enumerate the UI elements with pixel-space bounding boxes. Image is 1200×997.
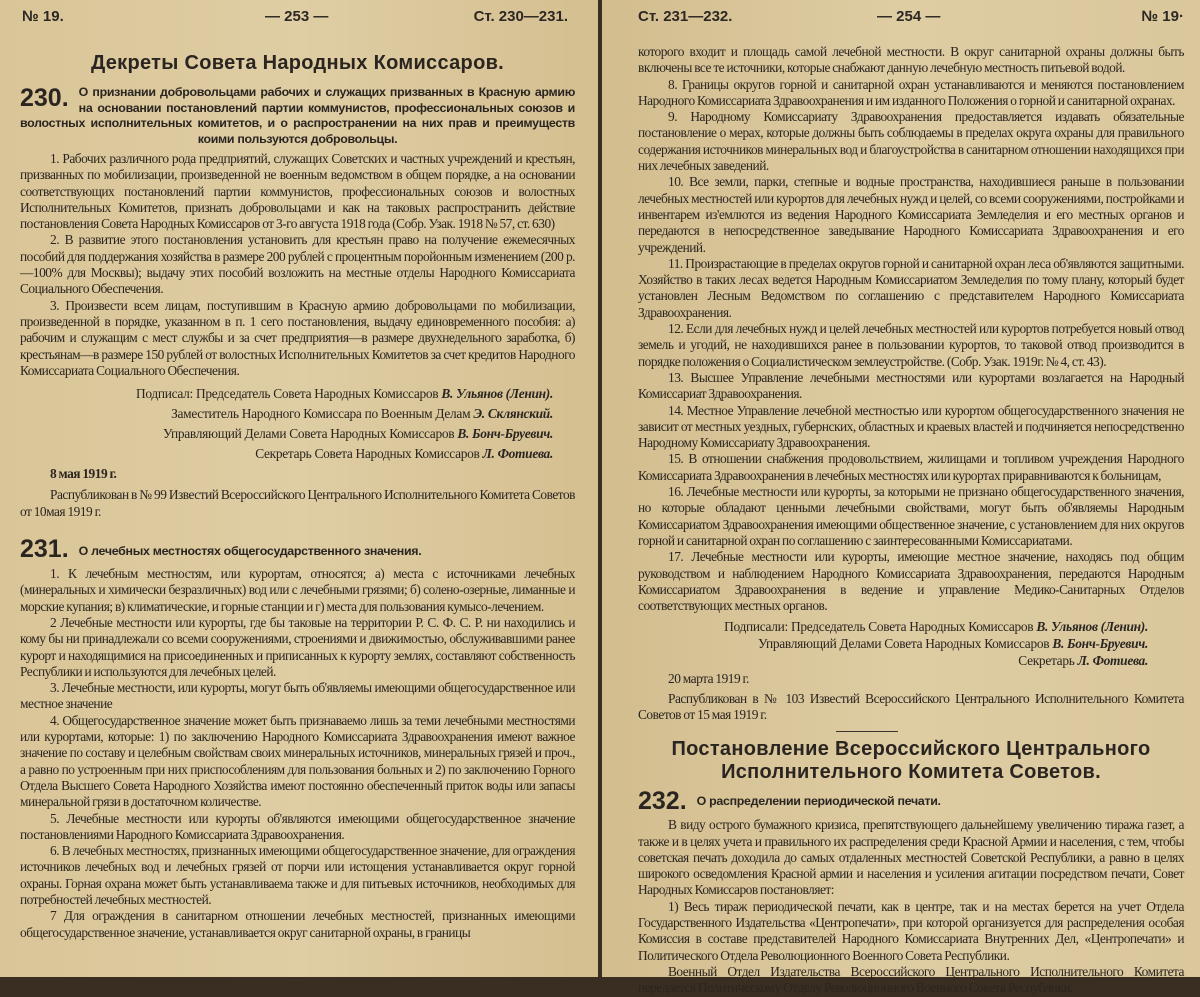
signature: Управляющий Делами Совета Народных Комиссаров В. Бонч-Бруевич. [758,636,1148,652]
left-page [0,0,598,977]
paragraph: 7 Для ограждения в санитарном отношении лечебных местностей, признанных имеющими общегосударственное значение, устанавливается округ санитарной охраны, в границы [20,908,575,940]
signature: Секретарь Совета Народных Комиссаров Л. Фотиева. [255,446,553,462]
signature: Управляющий Делами Совета Народных Комиссаров В. Бонч-Бруевич. [163,426,553,442]
publication-note: Распубликован в № 103 Известий Всероссийского Центрального Исполнительного Комитета Советов от 15 мая 1919 г. [638,690,1184,722]
paragraph: 9. Народному Комиссариату Здравоохранения предоставляется издавать обязательные постановление о мерах, которые должны быть соблюдаемы в пределах округа охраны для правильного содержания источников минеральных вод и благоустройства в санитарном отношении находящихся при них лечебных заведений. [638,109,1184,174]
decree-232 [638,788,1184,996]
signature: Секретарь Л. Фотиева. [1018,653,1148,669]
paragraph: 11. Произрастающие в пределах округов горной и санитарной охран леса об'являются защитными. Хозяйство в таких лесах ведется Народным Комиссариатом Земледелия по тому плану, который будет установлен Лесным Ведомством по соглашению с представителем Народного Комиссариата Здравоохранения. [638,255,1184,320]
signature: Подписал: Председатель Совета Народных Комиссаров В. Ульянов (Ленин). [135,386,553,402]
paragraph: 6. В лечебных местностях, признанных имеющими общегосударственное значение, для ограждения источников лечебных вод и лечебных грязей от порчи или истощения устанавливается округ горной охраны. Горная охрана может быть устанавливаема также и для питьевых источников, необходимых для потребностей лечебных местностей. [20,843,575,907]
decree-heading: О лечебных местностях общегосударственного значения. [78,544,422,559]
decree-heading: О признании добровольцами рабочих и служащих призванных в Красную армию на основании постановлений партии коммунистов, профессиональных союзов и волостных исполнительных комитетов, и о распространении на них прав и преимуществ коими пользуются добровольцы. [20,85,575,146]
decree-number: 232. [638,787,687,816]
decree-number: 231. [20,535,69,564]
paragraph: 2 Лечебные местности или курорты, где бы таковые на территории Р. С. Ф. С. Р. ни находились и кому бы ни принадлежали со всеми сооружениями, строениями и движимостью, обслуживавшими ранее курорт и находящимися на присоединенных и приписанных к курорту землях, составляют собственность Республики и используются для лечебных целей. [20,614,575,679]
publication-note: Распубликован в № 99 Известий Всероссийского Центрального Исполнительного Комитета Советов от 10мая 1919 г. [20,487,575,519]
issue-number: № 19. [22,8,64,25]
paragraph: 3. Лечебные местности, или курорты, могут быть об'являемы имеющими общегосударственное или местное значение [20,680,575,712]
decree-heading: О распределении периодической печати. [696,794,941,809]
paragraph: которого входит и площадь самой лечебной местности. В округ санитарной охраны должны быть включены все те источники, которые снабжают данную лечебную местность питьевой водой. [638,44,1184,76]
articles-range: Ст. 231—232. [638,8,733,25]
paragraph: 3. Произвести всем лицам, поступившим в Красную армию добровольцами по мобилизации, произведенной в порядке, указанном в п. 1 сего постановления, выдачу единовременного пособия: а) рабочим и служащим с мест службы и за счет предприятия—в размере двухнедельного заработка, б) крестьянам—в размере 150 рублей от волостных Исполнительных Комитетов за счет кредитов Народного Комиссариата Социального Обеспечения. [20,297,575,378]
paragraph: 15. В отношении снабжения продовольствием, жилищами и топливом учреждения Народного Комиссариата Здравоохранения в лечебных местностях или курортах приравниваются к больницам, [638,451,1184,483]
paragraph: 16. Лечебные местности или курорты, за которыми не признано общегосударственного значения, но которые обладают ценными лечебными свойствами, могут быть об'являемы Народным Комиссариатом Здравоохранения имеющими общественное значение, с установлением для них округов горной и санитарной охран по соглашению с заинтересованными Комиссариатами. [638,484,1184,548]
paragraph: В виду острого бумажного кризиса, препятствующего дальнейшему увеличению тиража газет, а также и в целях учета и правильного их распределения среди Красной Армии и населения, с тем, чтобы советская печать доходила до самых отдаленных местностей Советской Республики, а равно в целях широкого осведомления Красной армии и населения и усиления агитации посредством печати, Совет Народных Комиссаров постановляет: [638,817,1184,898]
page-header [20,8,575,30]
decree-date: 20 марта 1919 г. [668,671,749,687]
paragraph: 1) Весь тираж периодической печати, как в центре, так и на местах берется на учет Отдела Государственного Издательства «Центропечати», при которой организуется для распределения особая Комиссия в составе представителей Народного Комиссариата Внутренних Дел, «Центропечати» и Политического Отдела Революционного Военного Совета Республики. [638,898,1184,963]
paragraph: Военный Отдел Издательства Всероссийского Центрального Исполнительного Комитета передается Политическому Отделу Революционного Военного Совета Республики. [638,963,1184,996]
section-title: Постановление Всероссийского Центрального Исполнительного Комитета Советов. [671,738,1151,784]
paragraph: 17. Лечебные местности или курорты, имеющие местное значение, находясь под общим руководством и наблюдением Народного Комиссариата Здравоохранения, передаются Народным Комиссариатом Здравоохранения в ведение и управление Медико-Санитарных Отделов соответствующих местных органов. [638,549,1184,614]
paragraph: 2. В развитие этого постановления установить для крестьян право на получение ежемесячных пособий для поддержания хозяйства в размере 200 рублей с процентным поройонным изменением (200 р.—100% для Москвы); выдачу этих пособий возложить на местные отделы Народного Комиссариата Социального Обеспечения. [20,232,575,297]
paragraph: 1. К лечебным местностям, или курортам, относятся; а) места с источниками лечебных (минеральных и химически безразличных) вод или с лечебными грязями; б) солено-озерные, лиманные и морские купания; в) климатические, и горные станции и г) места для пользования кумысо-лечением. [20,566,575,614]
paragraph: 13. Высшее Управление лечебными местностями или курортами возлагается на Народный Комиссариат Здравоохранения. [638,369,1184,402]
signature: Подписали: Председатель Совета Народных Комиссаров В. Ульянов (Ленин). [724,619,1148,635]
decree-date: 8 мая 1919 г. [50,466,117,482]
paragraph: 4. Общегосударственное значение может быть признаваемо лишь за теми лечебными местностями или курортами, которые: 1) по заключению Народного Комиссариата Здравоохранения имеют важное значение по составу и целебным свойствам своих минеральных источников, минеральных грязей и проч., а равно по устроенным при них приспособлениям для пользования больных и 2) по заключению Горного Отдела Высшего Совета Народного Хозяйства имеют постоянно обеспеченный приток воды или запасы минеральной грязи в достаточном количестве. [20,712,575,810]
decree-230 [20,85,575,520]
paragraph: 12. Если для лечебных нужд и целей лечебных местностей или курортов потребуется новый отвод земель и угодий, не находившихся ранее в пользовании курортов, то таковой отвод производится в порядке положения о Социалистическом землеустройстве. (Собр. Узак. 1919г. № 4, ст. 43). [638,321,1184,369]
paragraph: 8. Границы округов горной и санитарной охран устанавливаются и меняются постановлением Народного Комиссариата Здравоохранения и им изданного Положения о горной и санитарной охранах. [638,76,1184,108]
decree-231 [20,536,575,941]
decree-number: 230. [20,84,69,112]
page-header [638,8,1184,30]
page-number: — 253 — [265,8,329,25]
page-number: — 254 — [877,8,941,25]
paragraph: 10. Все земли, парки, степные и водные пространства, находившиеся раньше в пользовании лечебных местностей или курортов для лечебных нужд и целей, со всеми сооружениями, постройками и инвентарем из'емлются из ведения Народного Комиссариата Земледелия и его местных органов и передаются в непосредственное заведывание Народного Комиссариата Здравоохранения и его учреждений. [638,174,1184,255]
decree-231-continuation [638,44,1184,723]
paragraph: 5. Лечебные местности или курорты об'являются имеющими общегосударственное значение постановлениями Народного Комиссариата Здравоохранения. [20,810,575,842]
section-divider [836,731,898,732]
section-title: Декреты Совета Народных Комиссаров. [90,52,505,74]
signature: Заместитель Народного Комиссара по Военным Делам Э. Склянский. [171,406,553,422]
issue-number: № 19· [1141,8,1184,25]
articles-range: Ст. 230—231. [473,8,568,25]
paragraph: 1. Рабочих различного рода предприятий, служащих Советских и частных учреждений и крестьян, призванных по мобилизации, произведенной не военным ведомством в общем порядке, а на основании соответствующих постановлений партии коммунистов, профессиональных союзов и волостных Исполнительных Комитетов, признать добровольцами и как на таковых распространить действие постановления Совета Народных Комиссаров от 3-го августа 1918 года (Собр. Узак. 1918 № 57, ст. 630) [20,151,575,232]
paragraph: 14. Местное Управление лечебной местностью или курортом общегосударственного значения не зависит от местных уездных, губернских, областных и краевых властей и подчиняется непосредственно Народному Комиссариату Здравоохранения. [638,402,1184,451]
right-page [602,0,1200,996]
